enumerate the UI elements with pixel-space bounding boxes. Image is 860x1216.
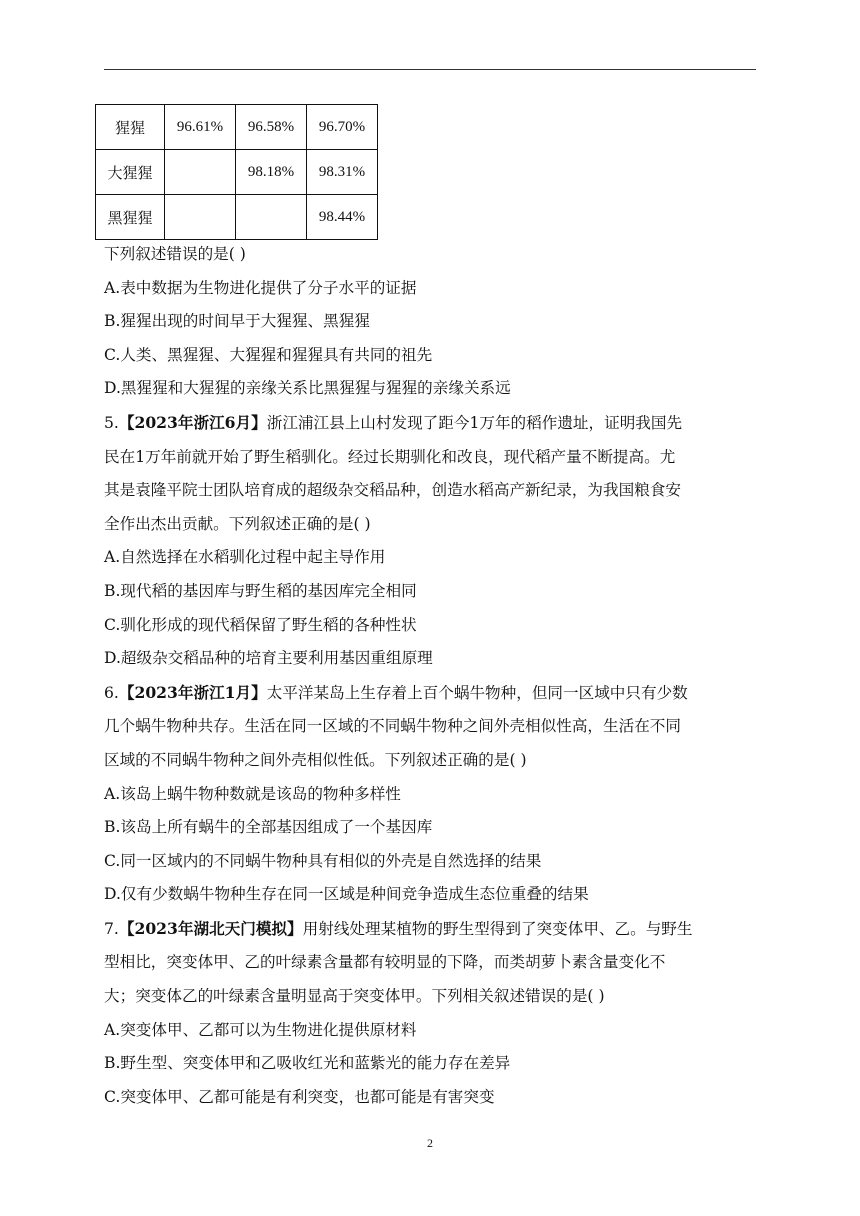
table-cell [165, 195, 236, 240]
option-a: A.自然选择在水稻驯化过程中起主导作用 [104, 548, 386, 567]
option-c: C.人类、黑猩猩、大猩猩和猩猩具有共同的祖先 [104, 345, 433, 364]
question-text: 用射线处理某植物的野生型得到了突变体甲、乙。与野生 [302, 919, 693, 938]
question-source: 【2023年湖北天门模拟】 [118, 918, 303, 938]
table-cell: 98.44% [307, 195, 378, 240]
question-content [104, 238, 758, 1114]
table-cell [165, 150, 236, 195]
question-7-line [104, 912, 758, 947]
option-d: D.黑猩猩和大猩猩的亲缘关系比黑猩猩与猩猩的亲缘关系远 [104, 379, 511, 398]
table-cell: 98.18% [236, 150, 307, 195]
row-label: 猩猩 [96, 105, 165, 150]
question-6-line: 区域的不同蜗牛物种之间外壳相似性低。下列叙述正确的是( ) [104, 750, 527, 769]
row-label: 大猩猩 [96, 150, 165, 195]
option-d: D.超级杂交稻品种的培育主要利用基因重组原理 [104, 649, 433, 668]
table-cell: 96.70% [307, 105, 378, 150]
question-text: 浙江浦江县上山村发现了距今1万年的稻作遗址，证明我国先 [266, 413, 683, 432]
question-6-line [104, 676, 758, 711]
question-number: 6. [104, 683, 119, 702]
question-source: 【2023年浙江1月】 [118, 682, 267, 702]
question-5-line: 全作出杰出贡献。下列叙述正确的是( ) [104, 514, 371, 533]
question-5-line [104, 406, 758, 441]
option-c: C.突变体甲、乙都可能是有利突变，也都可能是有害突变 [104, 1087, 495, 1106]
row-label: 黑猩猩 [96, 195, 165, 240]
header-rule [104, 69, 756, 70]
option-d: D.仅有少数蜗牛物种生存在同一区域是种间竞争造成生态位重叠的结果 [104, 885, 589, 904]
similarity-table [95, 104, 378, 240]
question-6-line: 几个蜗牛物种共存。生活在同一区域的不同蜗牛物种之间外壳相似性高，生活在不同 [104, 717, 681, 736]
option-c: C.驯化形成的现代稻保留了野生稻的各种性状 [104, 615, 417, 634]
option-b: B.该岛上所有蜗牛的全部基因组成了一个基因库 [104, 818, 433, 837]
question-source: 【2023年浙江6月】 [118, 412, 267, 432]
option-b: B.猩猩出现的时间早于大猩猩、黑猩猩 [104, 312, 370, 331]
option-c: C.同一区域内的不同蜗牛物种具有相似的外壳是自然选择的结果 [104, 851, 542, 870]
question-number: 5. [104, 413, 119, 432]
option-a: A.表中数据为生物进化提供了分子水平的证据 [104, 278, 417, 297]
question-number: 7. [104, 919, 119, 938]
table-cell: 96.58% [236, 105, 307, 150]
page-number: 2 [427, 1136, 433, 1150]
question-text: 太平洋某岛上生存着上百个蜗牛物种，但同一区域中只有少数 [266, 683, 688, 702]
question-5-line: 民在1万年前就开始了野生稻驯化。经过长期驯化和改良，现代稻产量不断提高。尤 [104, 447, 676, 466]
question-5-line: 其是袁隆平院士团队培育成的超级杂交稻品种，创造水稻高产新纪录，为我国粮食安 [104, 481, 681, 500]
table-row [96, 195, 378, 240]
question-stem: 下列叙述错误的是( ) [104, 245, 246, 263]
table-row [96, 105, 378, 150]
option-b: B.现代稻的基因库与野生稻的基因库完全相同 [104, 581, 417, 600]
table-row [96, 150, 378, 195]
question-7-line: 型相比，突变体甲、乙的叶绿素含量都有较明显的下降，而类胡萝卜素含量变化不 [104, 953, 666, 972]
table-cell: 98.31% [307, 150, 378, 195]
table-cell [236, 195, 307, 240]
question-7-line: 大；突变体乙的叶绿素含量明显高于突变体甲。下列相关叙述错误的是( ) [104, 987, 605, 1006]
option-a: A.突变体甲、乙都可以为生物进化提供原材料 [104, 1020, 417, 1039]
table-cell: 96.61% [165, 105, 236, 150]
option-a: A.该岛上蜗牛物种数就是该岛的物种多样性 [104, 784, 401, 803]
option-b: B.野生型、突变体甲和乙吸收红光和蓝紫光的能力存在差异 [104, 1054, 511, 1073]
